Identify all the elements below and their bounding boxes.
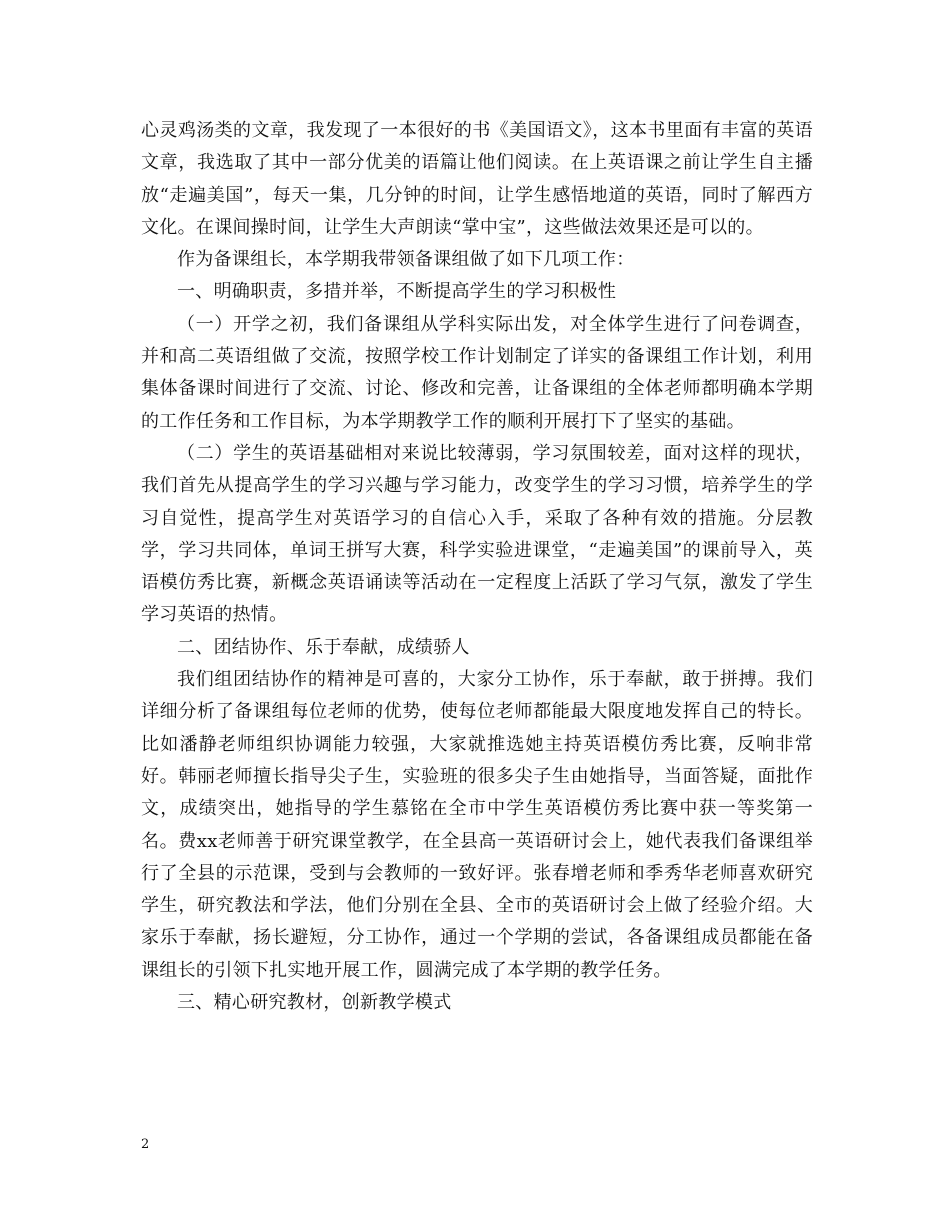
paragraph-teamwork: 我们组团结协作的精神是可喜的，大家分工协作，乐于奉献，敢于拼搏。我们详细分析了备课组每位老师的优势，使每位老师都能最大限度地发挥自己的特长。比如潘静老师组织协调能力较强，大家就推选她主持英语模仿秀比赛，反响非常好。韩丽老师擅长指导尖子生，实验班的很多尖子生由她指导，当面答疑，面批作文，成绩突出，她指导的学生慕铭在全市中学生英语模仿秀比赛中获一等奖第一名。费xx老师善于研究课堂教学，在全县高一英语研讨会上，她代表我们备课组举行了全县的示范课，受到与会教师的一致好评。张春增老师和季秀华老师喜欢研究学生，研究教法和学法，他们分别在全县、全市的英语研讨会上做了经验介绍。大家乐于奉献，扬长避短，分工协作，通过一个学期的尝试，各备课组成员都能在备课组长的引领下扎实地开展工作，圆满完成了本学期的教学任务。 [141,669,813,981]
document-body [141,115,813,1019]
paragraph-intro: 作为备课组长，本学期我带领备课组做了如下几项工作： [177,249,635,271]
section-heading-1: 一、明确职责，多措并举，不断提高学生的学习积极性 [177,281,617,303]
section-heading-2: 二、团结协作、乐于奉献，成绩骄人 [177,636,470,658]
section-heading-3: 三、精心研究教材，创新教学模式 [177,992,452,1014]
paragraph-continuation: 心灵鸡汤类的文章，我发现了一本很好的书《美国语文》，这本书里面有丰富的英语文章，我选取了其中一部分优美的语篇让他们阅读。在上英语课之前让学生自主播放“走遍美国”，每天一集，几分钟的时间，让学生感悟地道的英语，同时了解西方文化。在课间操时间，让学生大声朗读“掌中宝”，这些做法效果还是可以的。 [141,120,813,238]
paragraph-item-1: （一）开学之初，我们备课组从学科实际出发，对全体学生进行了问卷调查，并和高二英语组做了交流，按照学校工作计划制定了详实的备课组工作计划，利用集体备课时间进行了交流、讨论、修改和完善，让备课组的全体老师都明确本学期的工作任务和工作目标，为本学期教学工作的顺利开展打下了坚实的基础。 [141,313,813,432]
paragraph-item-2: （二）学生的英语基础相对来说比较薄弱，学习氛围较差，面对这样的现状，我们首先从提高学生的学习兴趣与学习能力，改变学生的学习习惯，培养学生的学习自觉性，提高学生对英语学习的自信心入手，采取了各种有效的措施。分层教学，学习共同体，单词王拼写大赛，科学实验进课堂，“走遍美国”的课前导入，英语模仿秀比赛，新概念英语诵读等活动在一定程度上活跃了学习气氛，激发了学生学习英语的热情。 [141,442,813,626]
page-number: 2 [141,1137,150,1152]
